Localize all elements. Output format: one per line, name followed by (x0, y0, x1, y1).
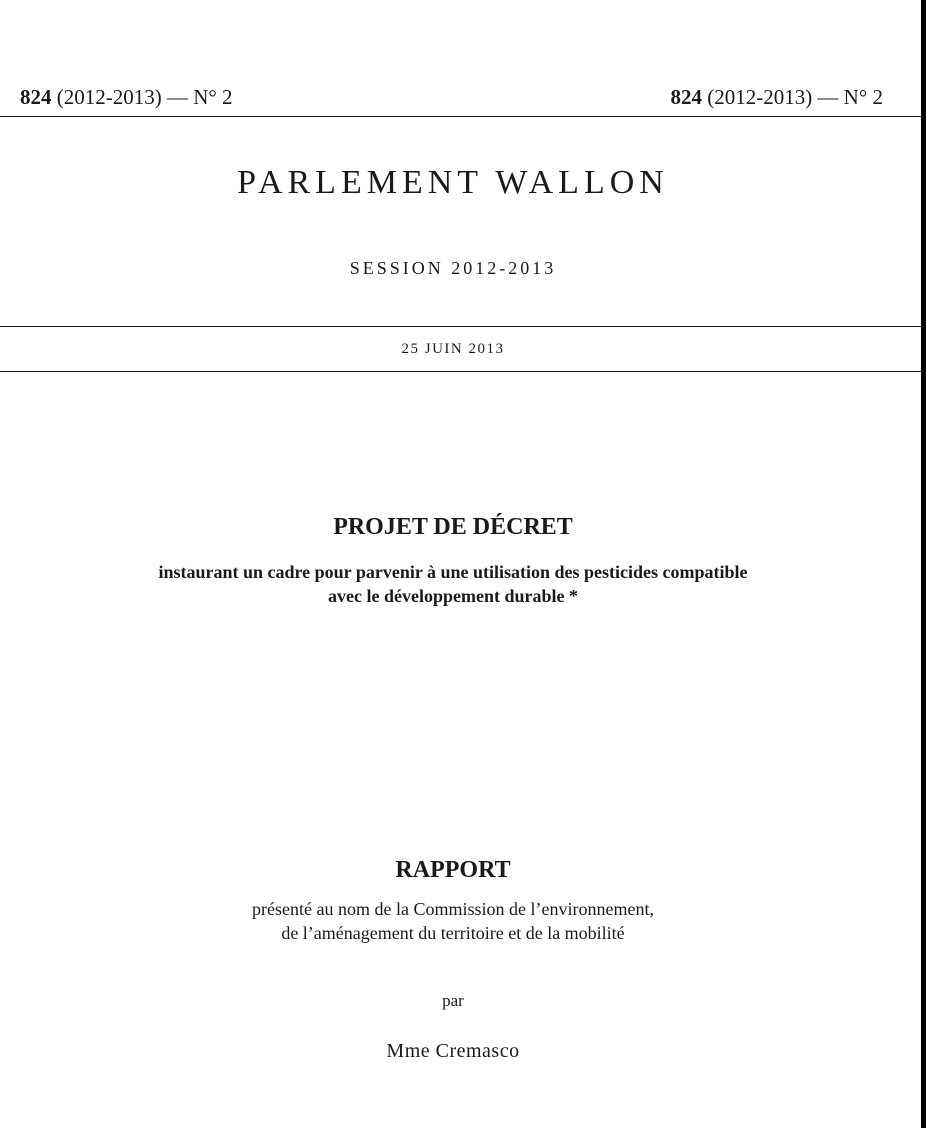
decree-subtitle-line: instaurant un cadre pour parvenir à une utilisation des pesticides compatible (158, 562, 748, 582)
decree-subtitle-line: avec le développement durable * (328, 586, 578, 606)
report-title: RAPPORT (395, 857, 511, 883)
page-edge-border (921, 0, 926, 1128)
date-bottom-divider (0, 371, 921, 372)
report-subtitle (0, 897, 906, 945)
decree-subtitle (0, 560, 906, 608)
document-session-number: (2012-2013) — N° 2 (701, 85, 883, 109)
document-number: 824 (20, 85, 52, 109)
document-number: 824 (670, 85, 702, 109)
report-by-label: par (442, 991, 464, 1010)
decree-title: PROJET DE DÉCRET (333, 514, 573, 540)
header-divider (0, 116, 921, 117)
date-top-divider (0, 326, 921, 327)
report-author: Mme Cremasco (386, 1040, 520, 1062)
report-subtitle-line: présenté au nom de la Commission de l’environnement, (252, 899, 654, 919)
document-reference-right (670, 84, 883, 110)
session-label: SESSION 2012-2013 (349, 258, 557, 278)
report-subtitle-line: de l’aménagement du territoire et de la mobilité (281, 923, 625, 943)
document-reference-left (20, 84, 233, 110)
institution-name: PARLEMENT WALLON (237, 164, 669, 201)
document-session-number: (2012-2013) — N° 2 (51, 85, 233, 109)
document-date: 25 JUIN 2013 (401, 341, 505, 357)
